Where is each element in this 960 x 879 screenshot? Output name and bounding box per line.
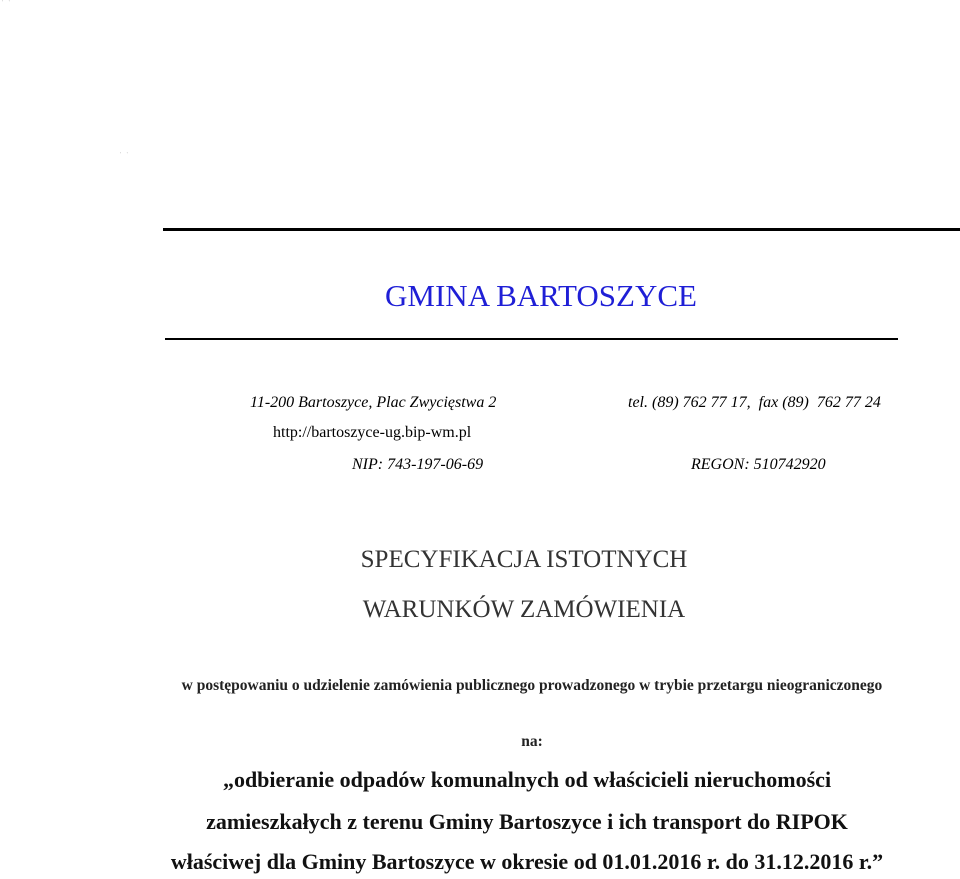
- intro-text-line1: w postępowaniu o udzielenie zamówienia publicznego prowadzonego w trybie przetargu nieograniczonego: [181, 677, 883, 694]
- corner-mark-top: ' ': [2, 0, 12, 6]
- subject-line1: „odbieranie odpadów komunalnych od właścicieli nieruchomości: [222, 767, 832, 792]
- subject-line3: właściwej dla Gminy Bartoszyce w okresie od 01.01.2016 r. do 31.12.2016 r.”: [170, 849, 884, 874]
- document-heading-line1: SPECYFIKACJA ISTOTNYCH: [360, 546, 688, 573]
- phone-fax-text: tel. (89) 762 77 17, fax (89) 762 77 24: [628, 394, 881, 411]
- header-top-rule: [163, 228, 960, 231]
- nip-text: NIP: 743-197-06-69: [352, 456, 484, 473]
- document-heading-line2: WARUNKÓW ZAMÓWIENIA: [362, 596, 686, 623]
- regon-text: REGON: 510742920: [691, 456, 826, 473]
- page-title: GMINA BARTOSZYCE: [385, 278, 697, 313]
- website-link[interactable]: http://bartoszyce-ug.bip-wm.pl: [273, 424, 472, 441]
- intro-text-line2: na:: [521, 733, 543, 750]
- subject-line2: zamieszkałych z terenu Gminy Bartoszyce i ich transport do RIPOK: [206, 809, 848, 834]
- address-text: 11-200 Bartoszyce, Plac Zwycięstwa 2: [250, 394, 497, 411]
- title-underline-rule: [165, 338, 898, 340]
- corner-mark-mid: ' ': [120, 152, 130, 158]
